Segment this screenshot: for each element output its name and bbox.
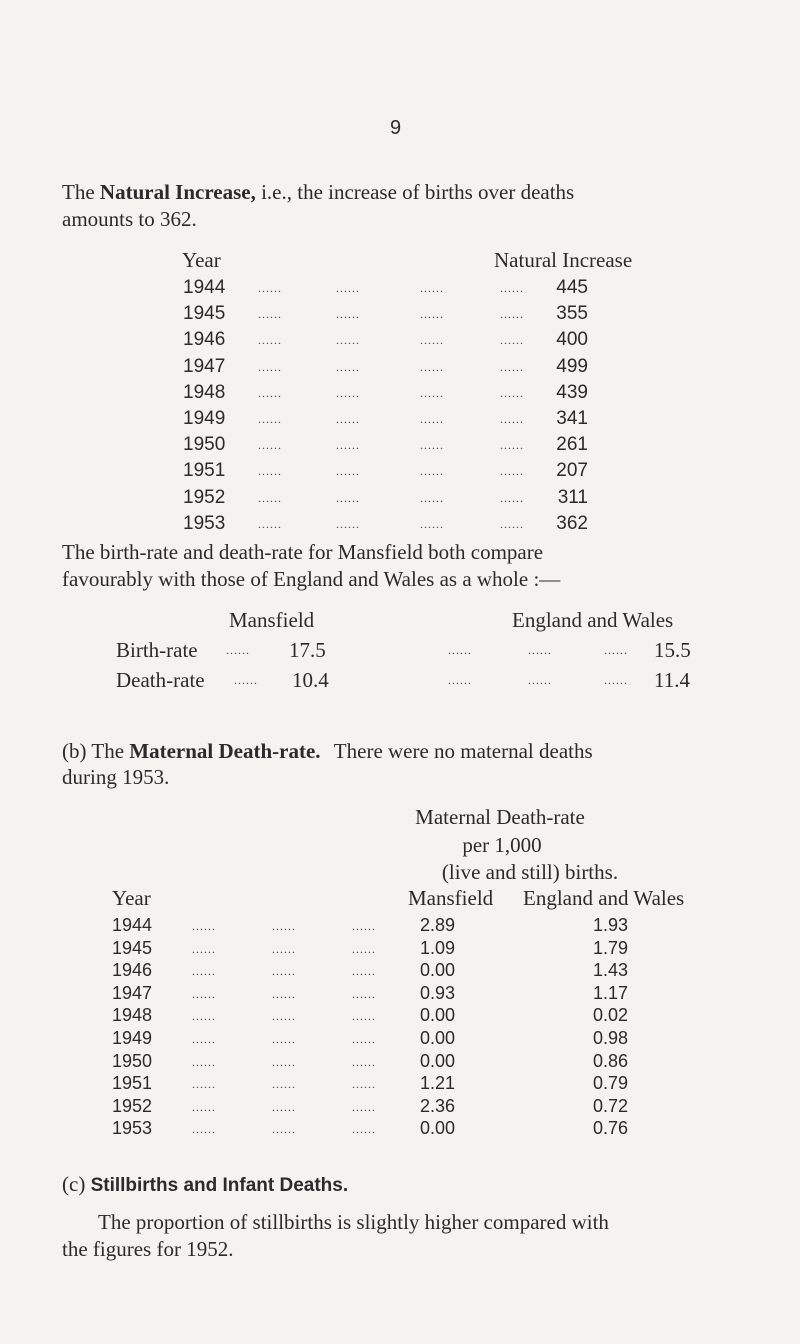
ni-row-value: 341 (556, 408, 588, 429)
leader-dots: ...... (352, 1054, 376, 1069)
leader-dots: ...... (352, 1077, 376, 1092)
leader-dots: ...... (420, 464, 444, 479)
maternal-title: Maternal Death-rate. (129, 739, 321, 763)
leader-dots: ...... (500, 464, 524, 479)
leader-dots: ...... (272, 941, 296, 956)
maternal-row-local: 1.09 (420, 937, 456, 958)
leader-dots: ...... (258, 412, 282, 426)
rate-row-label: Death-rate (116, 668, 205, 692)
leader-dots: ...... (336, 464, 360, 479)
leader-dots: ...... (336, 281, 360, 295)
leader-dots: ...... (352, 1122, 376, 1137)
leader-dots: ...... (500, 333, 524, 348)
maternal-row-year: 1947 (112, 982, 153, 1003)
rate-row-label: Birth-rate (116, 638, 198, 662)
intro-prefix: The (62, 180, 95, 204)
leader-dots: ...... (192, 1077, 216, 1092)
maternal-row-national: 0.79 (593, 1073, 629, 1094)
leader-dots: ...... (336, 307, 360, 322)
maternal-row-year: 1953 (112, 1118, 153, 1139)
ni-row-value: 355 (556, 303, 588, 325)
ni-row-year: 1950 (183, 434, 226, 456)
leader-dots: ...... (448, 643, 472, 657)
leader-dots: ...... (336, 385, 360, 400)
leader-dots: ...... (272, 1032, 296, 1046)
leader-dots: ...... (336, 490, 360, 505)
rate-row-national: 15.5 (654, 638, 691, 662)
ni-row-year: 1951 (183, 460, 226, 482)
leader-dots: ...... (500, 281, 524, 295)
leader-dots: ...... (192, 1099, 216, 1114)
leader-dots: ...... (500, 412, 524, 426)
ni-row-value: 400 (556, 329, 588, 351)
maternal-row-year: 1948 (112, 1005, 153, 1026)
rates-header-local: Mansfield (229, 608, 315, 632)
maternal-row-national: 1.17 (593, 982, 629, 1003)
ni-row-year: 1945 (183, 303, 226, 325)
maternal-row-national: 1.79 (593, 937, 629, 958)
ni-row-value: 311 (557, 486, 588, 508)
leader-dots: ...... (420, 385, 444, 400)
ni-row-value: 261 (556, 434, 588, 456)
leader-dots: ...... (258, 464, 282, 479)
rate-row-local: 17.5 (289, 638, 326, 662)
leader-dots: ...... (448, 673, 472, 687)
maternal-row-year: 1950 (112, 1050, 153, 1071)
leader-dots: ...... (500, 490, 524, 505)
maternal-col-year: Year (112, 886, 151, 910)
ni-row-year: 1952 (183, 486, 226, 508)
leader-dots: ...... (258, 359, 282, 374)
leader-dots: ...... (192, 1009, 216, 1024)
page-number: 9 (390, 117, 402, 139)
leader-dots: ...... (500, 359, 524, 374)
maternal-row-year: 1951 (112, 1073, 153, 1094)
leader-dots: ...... (192, 941, 216, 956)
leader-dots: ...... (258, 516, 282, 531)
ni-header-year: Year (182, 248, 221, 272)
maternal-text-rest: There were no maternal deaths (333, 739, 593, 763)
leader-dots: ...... (272, 1099, 296, 1114)
maternal-prefix: The (91, 739, 125, 763)
leader-dots: ...... (604, 673, 628, 687)
leader-dots: ...... (528, 673, 552, 687)
leader-dots: ...... (352, 919, 376, 933)
maternal-col-national: England and Wales (523, 886, 685, 910)
maternal-row-national: 0.86 (593, 1050, 629, 1071)
maternal-header-line-1: Maternal Death-rate (415, 805, 585, 829)
leader-dots: ...... (528, 643, 552, 657)
leader-dots: ...... (336, 359, 360, 374)
leader-dots: ...... (420, 438, 444, 453)
rate-row-local: 10.4 (292, 668, 329, 692)
leader-dots: ...... (272, 1009, 296, 1024)
leader-dots: ...... (272, 986, 296, 1001)
stillbirths-text-line-1: The proportion of stillbirths is slightly higher compared with (98, 1210, 609, 1234)
ni-header-value: Natural Increase (494, 248, 633, 272)
leader-dots: ...... (258, 385, 282, 400)
leader-dots: ...... (420, 281, 444, 295)
ni-row-year: 1946 (183, 329, 226, 351)
ni-row-year: 1948 (183, 381, 226, 403)
maternal-row-national: 1.93 (593, 915, 629, 935)
leader-dots: ...... (272, 1122, 296, 1137)
leader-dots: ...... (420, 516, 444, 531)
leader-dots: ...... (336, 516, 360, 531)
ni-row-value: 362 (556, 512, 588, 534)
maternal-row-year: 1944 (112, 915, 153, 935)
stillbirths-text-line-2: the figures for 1952. (62, 1237, 234, 1261)
leader-dots: ...... (336, 438, 360, 453)
maternal-row-national: 0.76 (593, 1118, 629, 1139)
leader-dots: ...... (258, 438, 282, 453)
ni-row-year: 1944 (183, 277, 226, 298)
rate-row-national: 11.4 (654, 668, 690, 692)
leader-dots: ...... (258, 307, 282, 322)
leader-dots: ...... (352, 941, 376, 956)
maternal-row-national: 0.98 (593, 1028, 629, 1048)
leader-dots: ...... (420, 490, 444, 505)
maternal-row-year: 1945 (112, 937, 153, 958)
leader-dots: ...... (420, 412, 444, 426)
maternal-row-local: 0.93 (420, 982, 456, 1003)
leader-dots: ...... (420, 333, 444, 348)
maternal-row-year: 1946 (112, 960, 153, 981)
leader-dots: ...... (192, 986, 216, 1001)
leader-dots: ...... (500, 516, 524, 531)
maternal-row-local: 2.36 (420, 1095, 456, 1116)
leader-dots: ...... (336, 333, 360, 348)
ni-row-value: 445 (556, 277, 588, 298)
maternal-text-line-1 (62, 739, 593, 764)
ni-row-value: 439 (556, 381, 588, 403)
maternal-row-national: 0.72 (593, 1095, 629, 1116)
leader-dots: ...... (500, 438, 524, 453)
leader-dots: ...... (258, 281, 282, 295)
leader-dots: ...... (420, 307, 444, 322)
leader-dots: ...... (352, 964, 376, 979)
leader-dots: ...... (604, 643, 628, 657)
maternal-header-line-3: (live and still) births. (441, 860, 619, 884)
leader-dots: ...... (352, 986, 376, 1001)
ni-row-value: 207 (556, 460, 588, 482)
leader-dots: ...... (420, 359, 444, 374)
leader-dots: ...... (272, 1077, 296, 1092)
leader-dots: ...... (352, 1032, 376, 1046)
stillbirths-marker: (c) (62, 1172, 86, 1196)
maternal-text-line-2: during 1953. (62, 765, 170, 789)
leader-dots: ...... (258, 333, 282, 348)
leader-dots: ...... (352, 1009, 376, 1024)
leader-dots: ...... (352, 1099, 376, 1114)
leader-dots: ...... (234, 673, 258, 687)
maternal-row-local: 0.00 (420, 1118, 456, 1139)
maternal-row-local: 0.00 (420, 960, 456, 981)
ni-row-value: 499 (556, 355, 588, 377)
intro-bold-label: Natural Increase, (99, 180, 256, 204)
leader-dots: ...... (272, 919, 296, 933)
maternal-row-local: 0.00 (420, 1050, 456, 1071)
maternal-row-local: 0.00 (420, 1005, 456, 1026)
leader-dots: ...... (192, 964, 216, 979)
leader-dots: ...... (192, 1122, 216, 1137)
stillbirths-heading (62, 1172, 348, 1197)
leader-dots: ...... (336, 412, 360, 426)
leader-dots: ...... (500, 307, 524, 322)
maternal-marker: (b) (62, 739, 87, 763)
leader-dots: ...... (272, 1054, 296, 1069)
ni-row-year: 1949 (183, 408, 226, 429)
leader-dots: ...... (192, 919, 216, 933)
maternal-row-year: 1949 (112, 1028, 153, 1048)
maternal-col-local: Mansfield (408, 886, 494, 910)
maternal-row-local: 2.89 (420, 915, 456, 935)
rates-text-line-2: favourably with those of England and Wales as a whole :— (62, 567, 561, 591)
maternal-row-national: 0.02 (593, 1005, 629, 1026)
maternal-row-national: 1.43 (593, 960, 629, 981)
leader-dots: ...... (272, 964, 296, 979)
intro-suffix: i.e., the increase of births over deaths (261, 180, 575, 204)
maternal-row-local: 1.21 (420, 1073, 456, 1094)
leader-dots: ...... (192, 1054, 216, 1069)
rates-header-national: England and Wales (512, 608, 674, 632)
intro-line-2: amounts to 362. (62, 207, 197, 231)
leader-dots: ...... (500, 385, 524, 400)
leader-dots: ...... (226, 643, 250, 657)
maternal-row-local: 0.00 (420, 1028, 456, 1048)
maternal-row-year: 1952 (112, 1095, 153, 1116)
ni-row-year: 1953 (183, 512, 226, 534)
rates-text-line-1: The birth-rate and death-rate for Mansfield both compare (62, 540, 544, 564)
maternal-header-line-2: per 1,000 (462, 833, 542, 857)
leader-dots: ...... (258, 490, 282, 505)
leader-dots: ...... (192, 1032, 216, 1046)
stillbirths-title: Stillbirths and Infant Deaths. (90, 1175, 349, 1196)
ni-row-year: 1947 (183, 355, 226, 377)
intro-line-1 (62, 180, 574, 205)
